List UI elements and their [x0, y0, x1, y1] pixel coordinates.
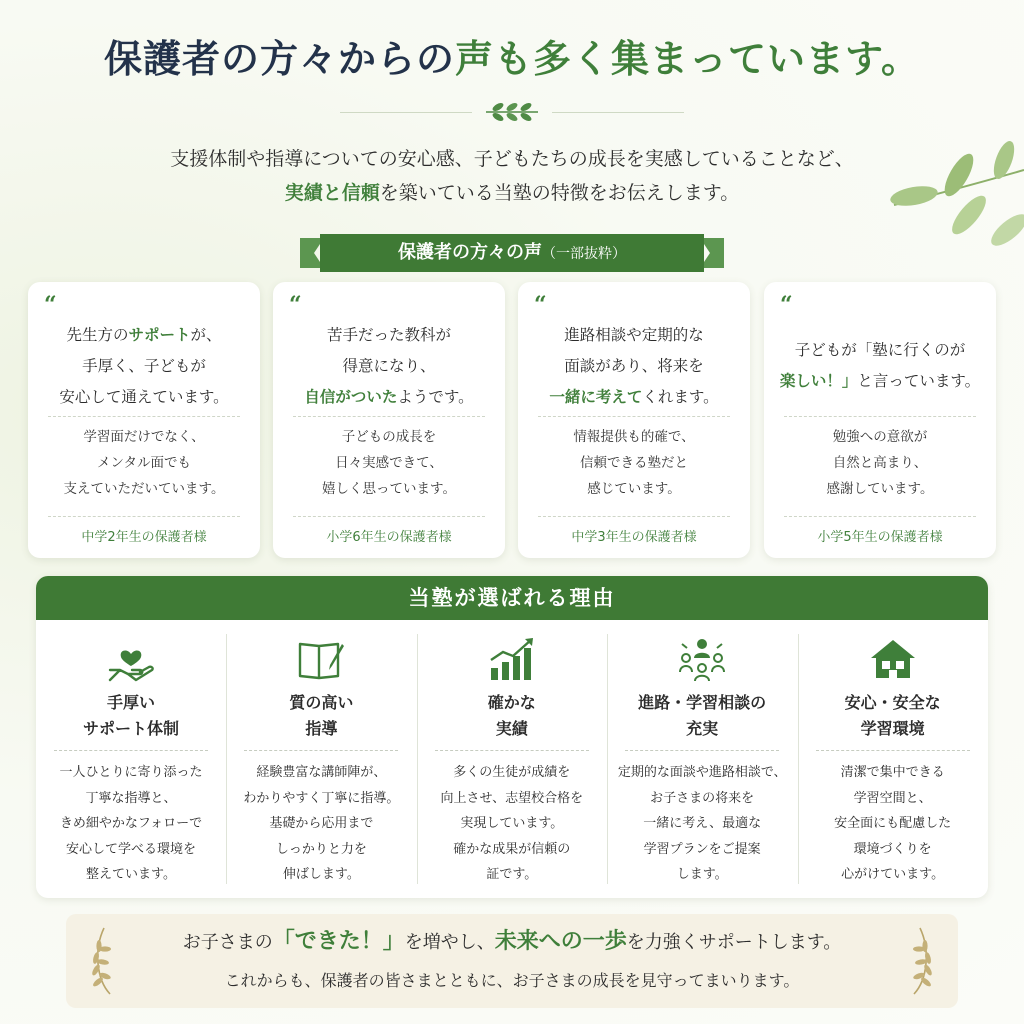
- desc-line: お子さまの将来を: [650, 790, 755, 806]
- testimonial-detail: [774, 424, 986, 502]
- desc-line: します。: [676, 867, 728, 882]
- testimonial-detail: [283, 424, 495, 502]
- main-text: 子どもが「塾に行くのが: [794, 341, 966, 359]
- testimonial-main: [774, 318, 986, 414]
- footer-text: を力強くサポートします。: [626, 932, 842, 953]
- desc-line: 安心して学べる環境を: [65, 841, 196, 857]
- divider: [784, 516, 976, 517]
- intro-line2-rest: を築いている当塾の特徴をお伝えします。: [379, 182, 740, 204]
- detail-line: 情報提供も的確で、: [573, 429, 695, 445]
- desc-line: わかりやすく丁寧に指導。: [243, 790, 400, 806]
- desc-line: 安全面にも配慮した: [834, 816, 952, 831]
- desc-line: 一緒に考え、最適な: [643, 816, 762, 831]
- main-text: ようです。: [397, 387, 474, 406]
- main-line: [38, 382, 250, 413]
- reason-title-line: サポート体制: [82, 719, 179, 738]
- testimonial-author: 中学3年生の保護者様: [571, 530, 697, 545]
- reason-desc: [607, 760, 797, 888]
- divider: [538, 516, 730, 517]
- testimonial-author: 小学5年生の保護者様: [817, 530, 943, 545]
- reason-desc: [36, 760, 226, 888]
- testimonial-main: [283, 318, 495, 414]
- main-line: [283, 382, 495, 413]
- divider: [435, 750, 589, 751]
- main-text: 面談があり、将来を: [564, 356, 704, 375]
- testimonial-list: [28, 282, 996, 558]
- footer-highlight: 「できた！」: [272, 929, 405, 954]
- desc-line: 環境づくりを: [853, 841, 932, 857]
- testimonial-detail: [528, 424, 740, 502]
- quote-icon: “: [44, 292, 57, 318]
- ribbon-title: 保護者の方々の声: [398, 242, 542, 263]
- highlight-text: 一緒に考えて: [549, 387, 643, 406]
- testimonial-author: 中学2年生の保護者様: [81, 530, 207, 545]
- main-line: [528, 320, 740, 351]
- footer-text: を増やし、: [404, 932, 495, 953]
- title-part1: 保護者の方々からの: [104, 37, 456, 81]
- desc-line: 伸ばします。: [282, 867, 360, 882]
- desc-line: きめ細やかなフォローで: [59, 816, 203, 831]
- testimonial-card: [764, 282, 996, 558]
- reasons-panel: [36, 576, 988, 898]
- reason-title: [798, 690, 988, 742]
- divider: [54, 750, 208, 751]
- reason-title-line: 質の高い: [289, 693, 354, 712]
- intro-highlight: 実績と信頼: [284, 182, 380, 204]
- footer-line2: これからも、保護者の皆さまとともに、お子さまの成長を見守ってまいります。: [224, 971, 800, 990]
- main-text: と言っています。: [857, 372, 981, 390]
- footer-message: [66, 914, 958, 1008]
- divider: [293, 416, 485, 417]
- desc-line: 学習空間と、: [853, 790, 932, 806]
- main-line: [283, 320, 495, 351]
- reason-title-line: 指導: [305, 719, 338, 738]
- detail-line: 子どもの成長を: [341, 429, 437, 445]
- intro-line1: 支援体制や指導についての安心感、子どもたちの成長を実感していることなど、: [170, 148, 854, 170]
- detail-line: 感謝しています。: [826, 481, 934, 497]
- divider: [538, 416, 730, 417]
- detail-line: 日々実感できて、: [335, 455, 443, 471]
- reason-title-line: 手厚い: [106, 693, 155, 712]
- desc-line: 整えています。: [86, 867, 176, 882]
- divider: [48, 516, 240, 517]
- desc-line: 基礎から応用まで: [269, 816, 374, 831]
- main-line: [283, 351, 495, 382]
- reason-item: [417, 620, 607, 898]
- testimonial-card: [518, 282, 750, 558]
- sprig-icon: [480, 100, 544, 124]
- growth-chart-icon: [487, 636, 537, 682]
- ribbon-sub: （一部抜粋）: [542, 246, 626, 262]
- consultation-people-icon: [677, 636, 727, 682]
- reason-title: [607, 690, 797, 742]
- ribbon-label: [300, 234, 724, 272]
- reasons-heading: 当塾が選ばれる理由: [36, 576, 988, 620]
- detail-line: 勉強への意欲が: [832, 429, 928, 445]
- testimonial-detail: [38, 424, 250, 502]
- main-text: が、: [190, 325, 222, 344]
- divider: [244, 750, 398, 751]
- reason-title-line: 実績: [495, 719, 528, 738]
- highlight-text: サポート: [128, 325, 191, 344]
- desc-line: 証です。: [486, 867, 538, 882]
- reason-title-line: 進路・学習相談の: [638, 693, 767, 712]
- divider-right: [552, 112, 684, 113]
- desc-line: 一人ひとりに寄り添った: [59, 765, 203, 780]
- desc-line: 実現しています。: [460, 816, 564, 831]
- reason-title-line: 学習環境: [860, 719, 925, 738]
- reason-desc: [798, 760, 988, 888]
- quote-icon: “: [289, 292, 302, 318]
- detail-line: 感じています。: [587, 481, 681, 497]
- reason-title: [36, 690, 226, 742]
- desc-line: 多くの生徒が成績を: [453, 765, 571, 780]
- reason-item: [226, 620, 416, 898]
- intro-text: [0, 142, 1024, 210]
- desc-line: 清潔で集中できる: [840, 765, 945, 780]
- main-line: [774, 366, 986, 397]
- reason-item: [36, 620, 226, 898]
- testimonial-card: [28, 282, 260, 558]
- main-line: [38, 320, 250, 351]
- desc-line: しっかりと力を: [275, 841, 367, 857]
- reason-desc: [417, 760, 607, 888]
- desc-line: 向上させ、志望校合格を: [440, 790, 584, 806]
- desc-line: 定期的な面談や進路相談で、: [617, 765, 787, 780]
- desc-line: 確かな成果が信頼の: [453, 841, 571, 857]
- heart-hand-icon: [106, 636, 156, 682]
- main-line: [774, 335, 986, 366]
- main-line: [528, 382, 740, 413]
- desc-line: 学習プランをご提案: [643, 841, 761, 857]
- reason-title: [417, 690, 607, 742]
- highlight-text: 楽しい！」: [779, 372, 858, 390]
- desc-line: 心がけています。: [841, 867, 945, 882]
- detail-line: メンタル面でも: [97, 455, 191, 471]
- reason-title-line: 確かな: [487, 693, 536, 712]
- testimonial-main: [38, 318, 250, 414]
- footer-highlight: 未来への一歩: [494, 929, 627, 954]
- divider-left: [340, 112, 472, 113]
- quote-icon: “: [780, 292, 793, 318]
- voices-ribbon: [300, 234, 724, 272]
- footer-line1: [66, 924, 958, 961]
- detail-line: 学習面だけでなく、: [83, 429, 205, 445]
- detail-line: 自然と高まり、: [832, 455, 928, 471]
- desc-line: 丁寧な指導と、: [85, 790, 177, 806]
- main-text: 手厚く、子どもが: [82, 356, 206, 375]
- testimonial-author: 小学6年生の保護者様: [326, 530, 452, 545]
- reason-item: [607, 620, 797, 898]
- title-part2: 声も多く集まっています。: [455, 37, 920, 81]
- intro-line2: [0, 176, 1024, 210]
- main-text: 先生方の: [66, 325, 129, 344]
- footer-text: お子さまの: [182, 932, 273, 953]
- detail-line: 嬉しく思っています。: [322, 481, 456, 497]
- reason-item: [798, 620, 988, 898]
- main-text: 得意になり、: [342, 356, 436, 375]
- divider: [625, 750, 779, 751]
- testimonial-main: [528, 318, 740, 414]
- testimonial-card: [273, 282, 505, 558]
- main-text: くれます。: [642, 387, 719, 406]
- reason-title: [226, 690, 416, 742]
- detail-line: 支えていただいています。: [63, 481, 225, 497]
- page-title: [0, 28, 1024, 83]
- divider: [816, 750, 970, 751]
- house-icon: [868, 636, 918, 682]
- main-line: [528, 351, 740, 382]
- detail-line: 信頼できる塾だと: [580, 455, 688, 471]
- main-line: [38, 351, 250, 382]
- main-text: 進路相談や定期的な: [564, 325, 704, 344]
- reason-title-line: 安心・安全な: [844, 693, 941, 712]
- reason-desc: [226, 760, 416, 888]
- divider: [293, 516, 485, 517]
- highlight-text: 自信がついた: [304, 387, 398, 406]
- book-pen-icon: [296, 636, 346, 682]
- divider: [48, 416, 240, 417]
- reason-title-line: 充実: [686, 719, 719, 738]
- main-text: 安心して通えています。: [59, 387, 229, 406]
- main-text: 苦手だった教科が: [326, 325, 451, 344]
- desc-line: 経験豊富な講師陣が、: [256, 765, 387, 780]
- divider: [784, 416, 976, 417]
- quote-icon: “: [534, 292, 547, 318]
